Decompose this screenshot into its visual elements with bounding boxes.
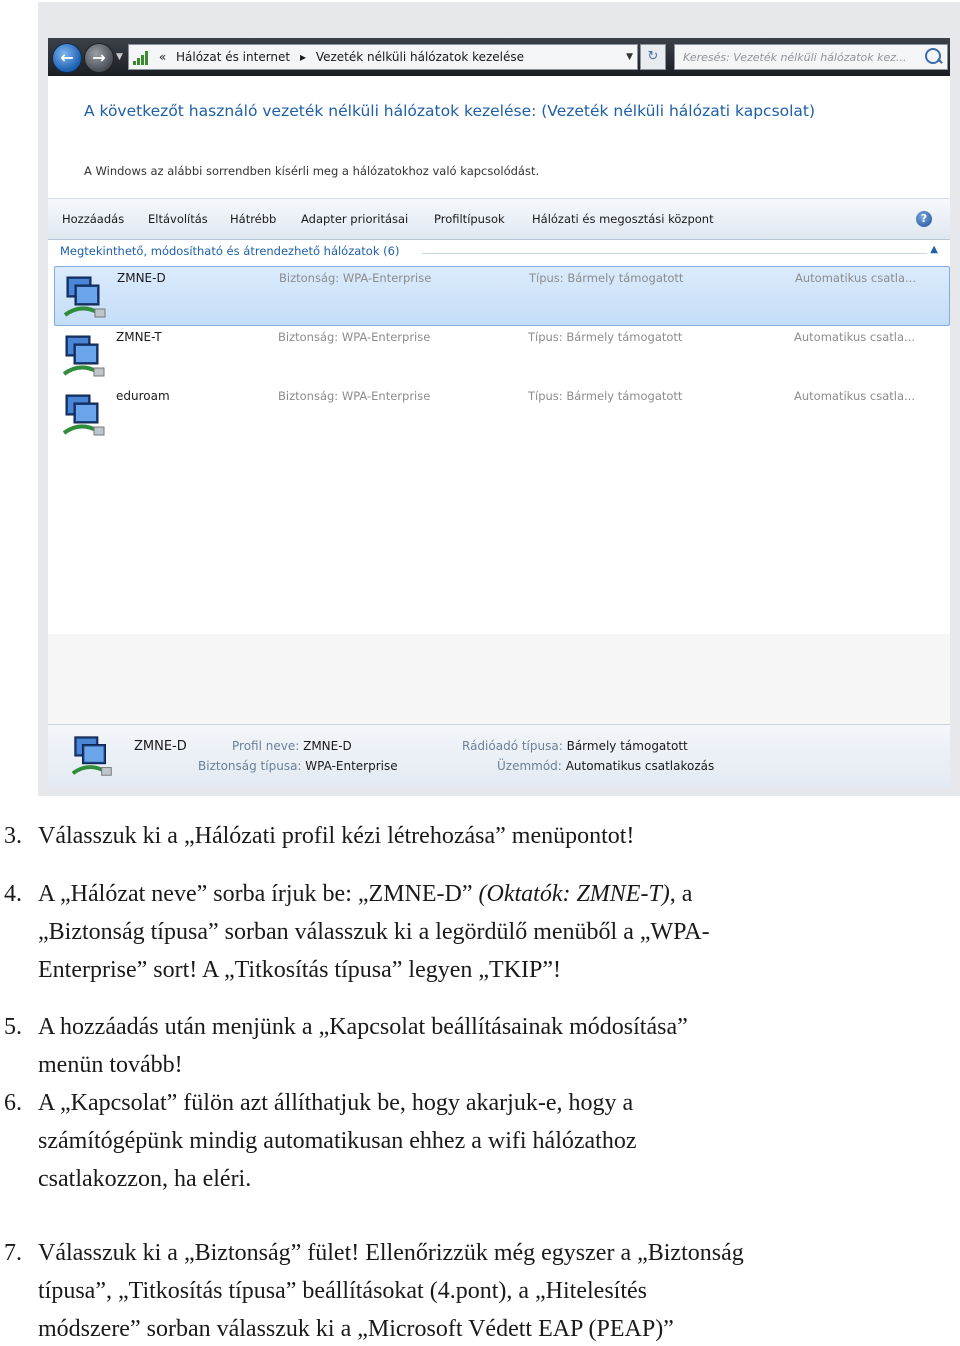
network-type: Típus: Bármely támogatott <box>528 389 683 403</box>
network-type: Típus: Bármely támogatott <box>529 271 684 285</box>
search-input[interactable] <box>675 45 925 69</box>
step-text: menün tovább! <box>38 1052 183 1078</box>
wireless-network-icon <box>66 733 122 781</box>
step-text: A „Kapcsolat” fülön azt állíthatjuk be, hogy akarjuk-e, hogy a <box>38 1090 634 1116</box>
network-connect-mode: Automatikus csatla... <box>794 330 915 344</box>
step-text: Válasszuk ki a „Biztonság” fület! Ellenőrizzük még egyszer a „Biztonság <box>38 1240 744 1266</box>
step-number: 3. <box>4 823 22 849</box>
details-mode-value: Automatikus csatlakozás <box>565 759 715 773</box>
breadcrumb-item-wireless[interactable]: Vezeték nélküli hálózatok kezelése <box>315 50 525 64</box>
wireless-network-icon <box>60 332 112 382</box>
step-text: típusa”, „Titkosítás típusa” beállításokat (4.pont), a „Hitelesítés <box>38 1278 647 1304</box>
remove-button[interactable]: Eltávolítás <box>148 212 208 226</box>
explorer-window <box>48 38 950 786</box>
details-network-name: ZMNE-D <box>134 739 187 754</box>
collapse-chevron-icon[interactable]: ▲ <box>930 244 938 255</box>
list-item[interactable] <box>54 326 948 384</box>
network-signal-icon <box>133 51 151 65</box>
details-pane <box>48 724 950 787</box>
step-number: 4. <box>4 881 22 907</box>
details-mode <box>497 759 714 773</box>
details-profile-name <box>232 739 352 753</box>
network-name: eduroam <box>116 389 170 403</box>
back-arrow-icon: ← <box>60 48 74 67</box>
network-group-header[interactable] <box>60 244 944 262</box>
refresh-icon: ↻ <box>647 49 659 64</box>
details-profile-label: Profil neve: <box>232 739 300 753</box>
network-type: Típus: Bármely támogatott <box>528 330 683 344</box>
group-title: Megtekinthető, módosítható és átrendezhető hálózatok (6) <box>60 244 400 258</box>
step-number: 7. <box>4 1240 22 1266</box>
step-text: „Biztonság típusa” sorban válasszuk ki a legördülő menüből a „WPA- <box>38 919 710 945</box>
details-radio-value: Bármely támogatott <box>566 739 688 753</box>
step-text: számítógépünk mindig automatikusan ehhez a wifi hálózathoz <box>38 1128 637 1154</box>
step-number: 5. <box>4 1014 22 1040</box>
search-icon[interactable] <box>925 48 941 64</box>
step-text: A „Hálózat neve” sorba írjuk be: „ZMNE-D” (Oktatók: ZMNE-T), a <box>38 881 693 907</box>
history-dropdown-icon[interactable]: ▼ <box>116 52 123 62</box>
details-security-value: WPA-Enterprise <box>305 759 398 773</box>
network-connect-mode: Automatikus csatla... <box>794 389 915 403</box>
page-subtitle: A Windows az alábbi sorrendben kísérli meg a hálózatokhoz való kapcsolódást. <box>84 164 540 178</box>
network-name: ZMNE-T <box>116 330 162 344</box>
step-text: csatlakozzon, ha eléri. <box>38 1166 252 1192</box>
address-dropdown-icon[interactable]: ▼ <box>626 52 633 62</box>
step-text: Enterprise” sort! A „Titkosítás típusa” legyen „TKIP”! <box>38 957 562 983</box>
step-text: módszere” sorban válasszuk ki a „Microsoft Védett EAP (PEAP)” <box>38 1316 674 1342</box>
list-item[interactable] <box>54 266 950 326</box>
details-security-type <box>198 759 398 773</box>
add-button[interactable]: Hozzáadás <box>62 212 125 226</box>
details-profile-value: ZMNE-D <box>303 739 352 753</box>
breadcrumb-item-network-internet[interactable]: Hálózat és internet <box>176 50 291 64</box>
step-text: Válasszuk ki a „Hálózati profil kézi létrehozása” menüpontot! <box>38 823 635 849</box>
command-toolbar <box>48 198 950 240</box>
profile-types-button[interactable]: Profiltípusok <box>434 212 505 226</box>
address-bar <box>48 38 950 76</box>
wireless-network-icon <box>61 273 113 323</box>
list-item[interactable] <box>54 385 948 443</box>
details-mode-label: Üzemmód: <box>497 759 562 773</box>
details-radio-label: Rádióadó típusa: <box>462 739 563 753</box>
forward-button[interactable] <box>84 43 114 73</box>
back-button[interactable] <box>52 43 82 73</box>
network-name: ZMNE-D <box>117 271 166 285</box>
network-security: Biztonság: WPA-Enterprise <box>279 271 432 285</box>
details-security-label: Biztonság típusa: <box>198 759 302 773</box>
screenshot-frame <box>38 2 960 796</box>
step-text: A hozzáadás után menjünk a „Kapcsolat beállításainak módosítása” <box>38 1014 688 1040</box>
network-connect-mode: Automatikus csatla... <box>795 271 916 285</box>
adapter-priorities-button[interactable]: Adapter prioritásai <box>301 212 409 226</box>
step-number: 6. <box>4 1090 22 1116</box>
breadcrumb[interactable] <box>128 44 638 70</box>
wireless-network-icon <box>60 391 112 441</box>
list-empty-area <box>48 634 950 724</box>
group-divider <box>422 253 927 254</box>
network-security: Biztonság: WPA-Enterprise <box>278 389 431 403</box>
help-icon[interactable]: ? <box>916 211 932 227</box>
network-sharing-center-button[interactable]: Hálózati és megosztási központ <box>532 212 714 226</box>
page-title: A következőt használó vezeték nélküli hálózatok kezelése: (Vezeték nélküli hálózati kapcsolat) <box>84 102 816 120</box>
forward-arrow-icon: → <box>92 48 106 67</box>
move-down-button[interactable]: Hátrébb <box>230 212 277 226</box>
details-radio-type <box>462 739 688 753</box>
network-security: Biztonság: WPA-Enterprise <box>278 330 431 344</box>
search-box <box>674 44 948 70</box>
breadcrumb-chevron[interactable]: « <box>158 50 167 64</box>
refresh-button[interactable] <box>640 44 666 70</box>
breadcrumb-separator-icon[interactable]: ▸ <box>299 50 306 64</box>
